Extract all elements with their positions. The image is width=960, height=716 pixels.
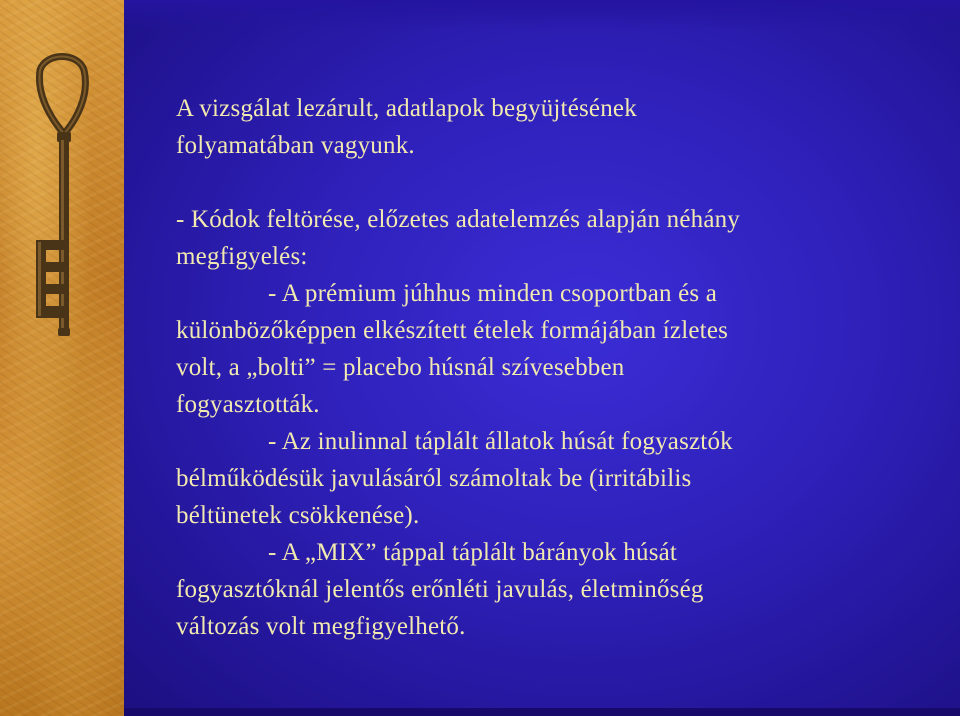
text-line: változás volt megfigyelhető. xyxy=(176,613,466,640)
slide-text xyxy=(176,90,916,645)
text-line: A vizsgálat lezárult, adatlapok begyüjtésének xyxy=(176,95,637,122)
text-line: volt, a „bolti” = placebo húsnál szívesebben xyxy=(176,354,625,381)
text-line: megfigyelés: xyxy=(176,243,308,270)
text-line: folyamatában vagyunk. xyxy=(176,132,415,159)
text-line: - A prémium júhhus minden csoportban és a xyxy=(268,280,718,307)
text-line: fogyasztóknál jelentős erőnléti javulás, életminőség xyxy=(176,576,704,603)
antique-key-icon xyxy=(0,0,124,716)
text-line: bélműködésük javulásáról számoltak be (irritábilis xyxy=(176,465,692,492)
text-line: - Kódok feltörése, előzetes adatelemzés alapján néhány xyxy=(176,206,741,233)
text-line: különbözőképpen elkészített ételek formájában ízletes xyxy=(176,317,729,344)
text-line: fogyasztották. xyxy=(176,391,320,418)
text-line: béltünetek csökkenése). xyxy=(176,502,420,529)
bottom-shade xyxy=(124,708,960,716)
spacer xyxy=(176,164,916,201)
top-shade xyxy=(124,0,960,30)
text-line: - Az inulinnal táplált állatok húsát fogyasztók xyxy=(268,428,733,455)
text-line: - A „MIX” táppal táplált bárányok húsát xyxy=(268,539,678,566)
